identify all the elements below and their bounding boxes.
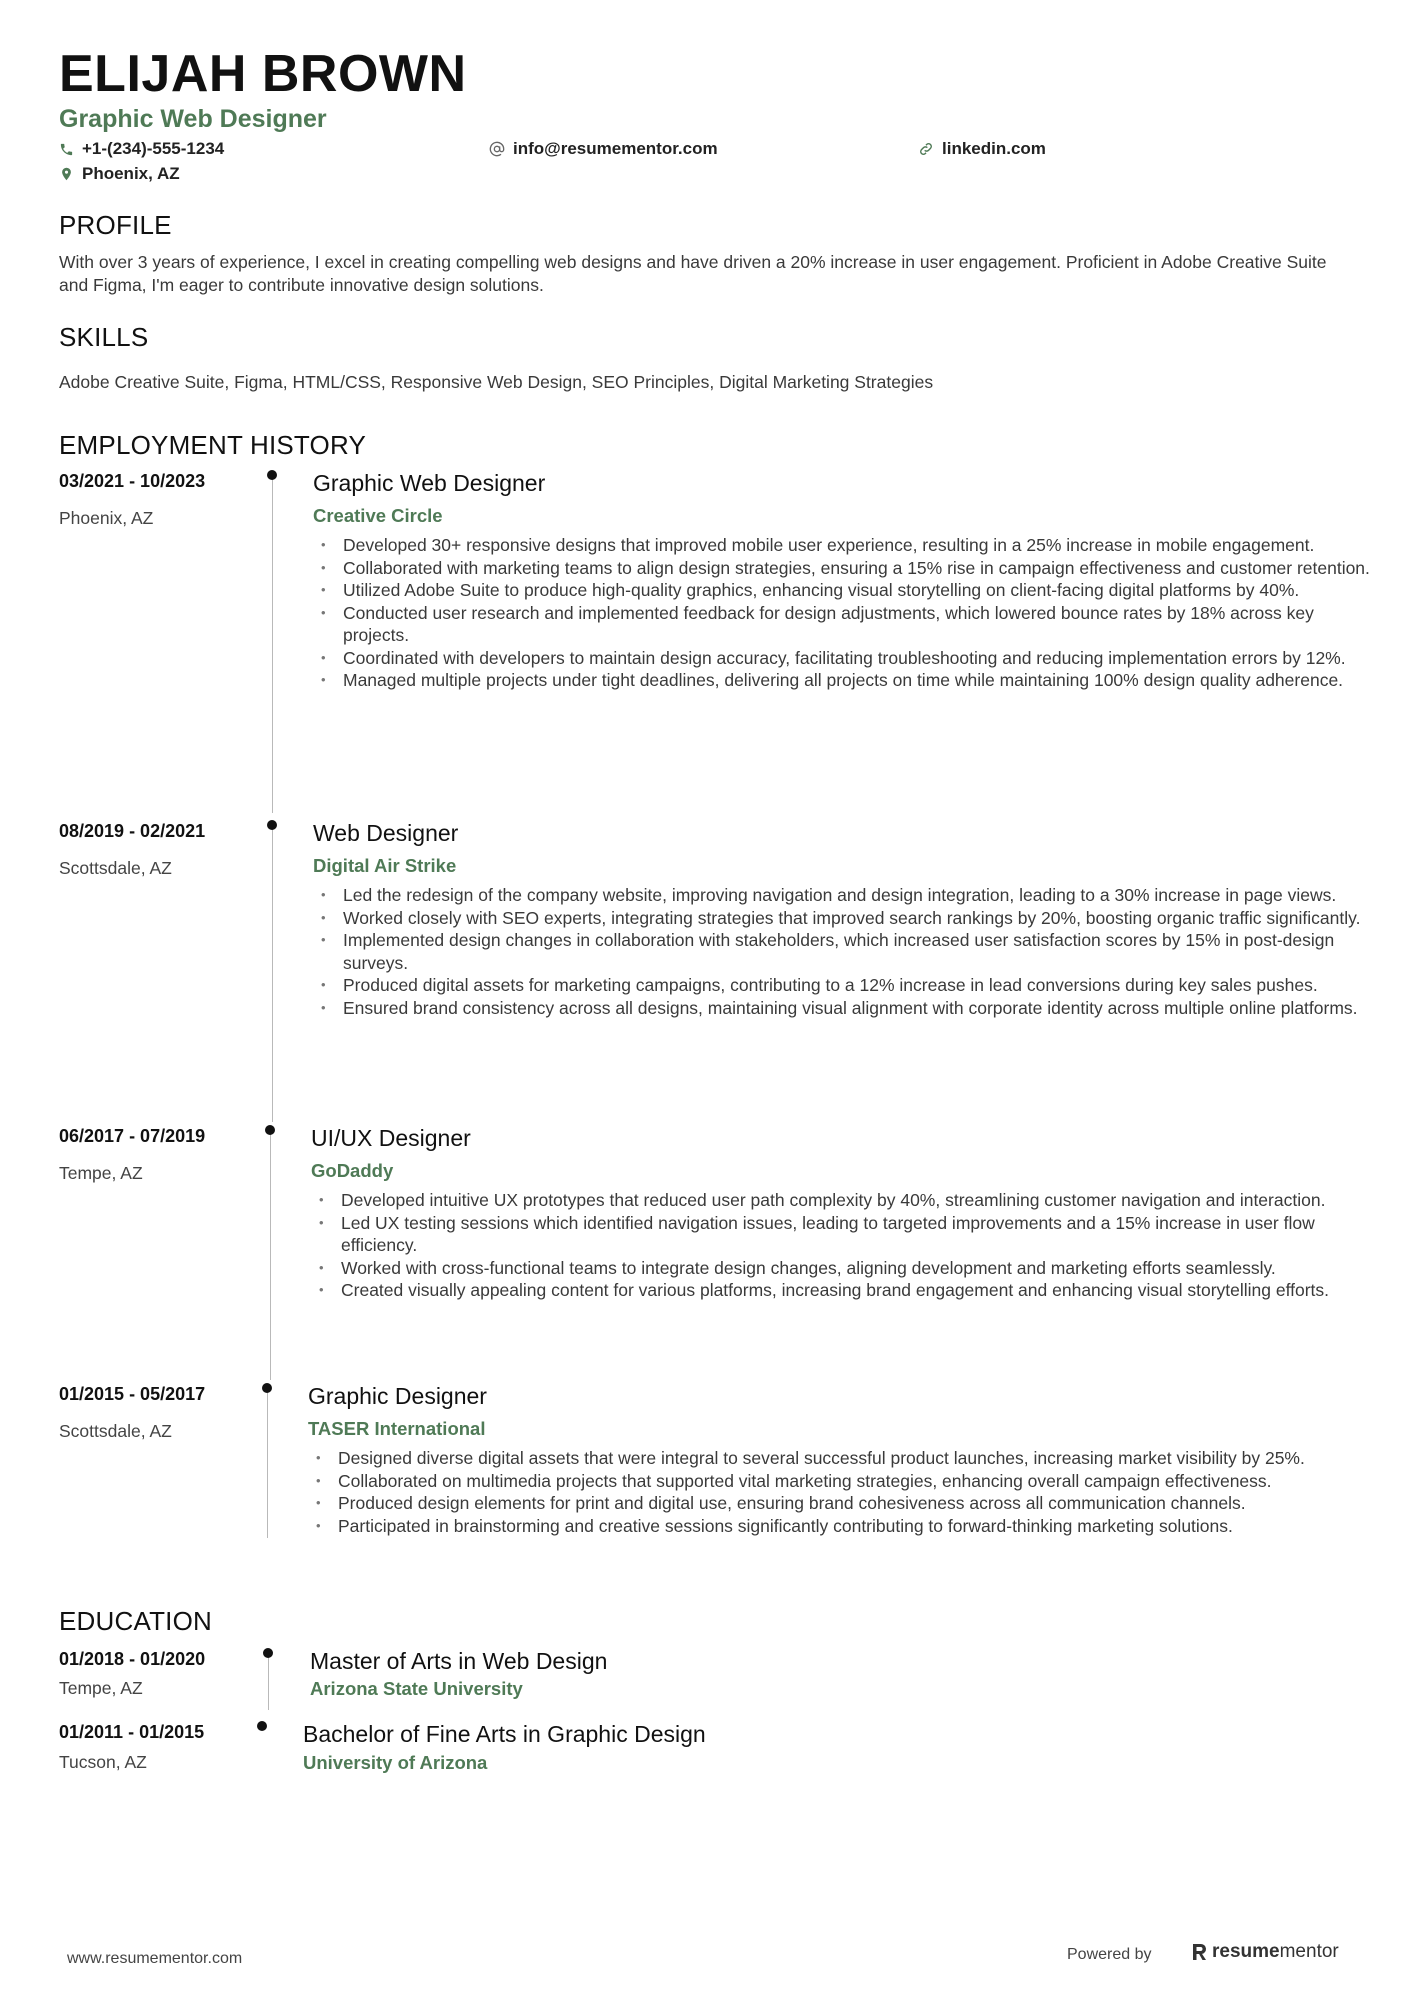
phone-icon (59, 142, 74, 157)
skills-text: Adobe Creative Suite, Figma, HTML/CSS, Responsive Web Design, SEO Principles, Digital Marketing Strategies (59, 372, 934, 392)
job-bullet: • Developed 30+ responsive designs that improved mobile user experience, resulting in a 25% increase in mobile engagement. (315, 534, 1370, 557)
job-company: GoDaddy (311, 1160, 394, 1181)
job-bullet: • Collaborated with marketing teams to align design strategies, ensuring a 15% rise in campaign effectiveness and customer retention. (315, 557, 1370, 580)
job-bullet: • Utilized Adobe Suite to produce high-quality graphics, enhancing visual storytelling on client-facing digital platforms by 40%. (315, 579, 1370, 602)
profile-text: With over 3 years of experience, I excel in creating compelling web designs and have driven a 20% increase in user engagement. Proficient in Adobe Creative Suite and Figma, I'm eager to contribute innovative design solutions. (59, 252, 1327, 295)
job-bullet: • Collaborated on multimedia projects that supported vital marketing strategies, enhancing overall campaign effectiveness. (310, 1470, 1365, 1493)
timeline-line (268, 1654, 269, 1710)
edu-school: University of Arizona (303, 1752, 488, 1773)
job-bullet: • Participated in brainstorming and creative sessions significantly contributing to forward-thinking marketing solutions. (310, 1515, 1365, 1538)
location-pin-icon (59, 166, 74, 182)
edu-dates: 01/2011 - 01/2015 (59, 1722, 205, 1742)
job-bullets (315, 884, 1370, 1019)
edu-school: Arizona State University (310, 1678, 523, 1699)
job-bullet: • Managed multiple projects under tight deadlines, delivering all projects on time while maintaining 100% design quality adherence. (315, 669, 1370, 692)
job-title: Graphic Designer (308, 1383, 487, 1409)
job-title: Web Designer (313, 820, 459, 846)
timeline-line (272, 475, 273, 813)
resumementor-logo-icon (1190, 1942, 1208, 1962)
job-location: Scottsdale, AZ (59, 858, 172, 878)
location-text: Phoenix, AZ (82, 164, 180, 183)
job-bullets (313, 1189, 1368, 1302)
job-bullet: • Ensured brand consistency across all designs, maintaining visual alignment with corporate identity across multiple online platforms. (315, 997, 1370, 1020)
brand-name-light: mentor (1279, 1941, 1339, 1962)
timeline-dot (263, 1648, 273, 1658)
job-bullets (315, 534, 1370, 692)
job-bullet: • Led UX testing sessions which identified navigation issues, leading to targeted improvements and a 15% increase in user flow efficiency. (313, 1212, 1368, 1257)
linkedin-text[interactable]: linkedin.com (942, 139, 1046, 158)
contact-phone (59, 139, 224, 159)
job-company: Digital Air Strike (313, 855, 457, 876)
job-dates: 01/2015 - 05/2017 (59, 1384, 206, 1404)
contact-linkedin[interactable] (918, 139, 1046, 159)
job-bullets (310, 1447, 1365, 1537)
link-icon (918, 141, 934, 157)
job-dates: 06/2017 - 07/2019 (59, 1126, 206, 1146)
job-bullet: • Created visually appealing content for various platforms, increasing brand engagement and enhancing visual storytelling efforts. (313, 1279, 1368, 1302)
job-bullet: • Produced digital assets for marketing campaigns, contributing to a 12% increase in lead conversions during key sales pushes. (315, 974, 1370, 997)
job-title: Graphic Web Designer (313, 470, 546, 496)
job-location: Phoenix, AZ (59, 508, 154, 528)
contact-email[interactable] (489, 139, 718, 159)
contact-location (59, 164, 180, 184)
phone-text: +1-(234)-555-1234 (82, 139, 225, 158)
candidate-role: Graphic Web Designer (59, 105, 327, 133)
timeline-dot (257, 1721, 267, 1731)
at-sign-icon (489, 141, 505, 157)
job-bullet: • Implemented design changes in collaboration with stakeholders, which increased user satisfaction scores by 15% in post-design surveys. (315, 929, 1370, 974)
timeline-dot (267, 820, 277, 830)
job-location: Tempe, AZ (59, 1163, 143, 1183)
job-dates: 03/2021 - 10/2023 (59, 471, 206, 491)
skills-heading: SKILLS (59, 322, 149, 352)
email-text[interactable]: info@resumementor.com (513, 139, 718, 158)
job-dates: 08/2019 - 02/2021 (59, 821, 206, 841)
job-bullet: • Produced design elements for print and digital use, ensuring brand cohesiveness across all communication channels. (310, 1492, 1365, 1515)
edu-location: Tucson, AZ (59, 1752, 147, 1772)
job-bullet: • Coordinated with developers to maintain design accuracy, facilitating troubleshooting and reducing implementation errors by 12%. (315, 647, 1370, 670)
timeline-line (272, 825, 273, 1122)
job-title: UI/UX Designer (311, 1125, 471, 1151)
education-heading: EDUCATION (59, 1606, 212, 1636)
job-bullet: • Worked with cross-functional teams to integrate design changes, aligning development and marketing efforts seamlessly. (313, 1257, 1368, 1280)
brand-logo[interactable] (1190, 1941, 1339, 1963)
job-bullet: • Led the redesign of the company website, improving navigation and design integration, leading to a 30% increase in page views. (315, 884, 1370, 907)
job-bullet: • Developed intuitive UX prototypes that reduced user path complexity by 40%, streamlining customer navigation and interaction. (313, 1189, 1368, 1212)
timeline-line (270, 1130, 271, 1380)
job-bullet: • Worked closely with SEO experts, integrating strategies that improved search rankings by 20%, boosting organic traffic significantly. (315, 907, 1370, 930)
powered-by-text: Powered by (1067, 1946, 1152, 1963)
edu-location: Tempe, AZ (59, 1678, 143, 1698)
edu-dates: 01/2018 - 01/2020 (59, 1649, 206, 1669)
job-company: TASER International (308, 1418, 486, 1439)
job-bullet: • Designed diverse digital assets that were integral to several successful product launches, increasing market visibility by 25%. (310, 1447, 1365, 1470)
job-location: Scottsdale, AZ (59, 1421, 172, 1441)
timeline-dot (262, 1383, 272, 1393)
profile-heading: PROFILE (59, 210, 172, 240)
edu-degree: Bachelor of Fine Arts in Graphic Design (303, 1721, 706, 1747)
timeline-line (267, 1388, 268, 1538)
timeline-dot (265, 1125, 275, 1135)
timeline-dot (267, 470, 277, 480)
footer-url[interactable]: www.resumementor.com (67, 1950, 243, 1967)
brand-name-bold: resume (1212, 1941, 1280, 1962)
edu-degree: Master of Arts in Web Design (310, 1648, 608, 1674)
job-company: Creative Circle (313, 505, 443, 526)
candidate-name: ELIJAH BROWN (59, 45, 467, 103)
job-bullet: • Conducted user research and implemented feedback for design adjustments, which lowered bounce rates by 18% across key projects. (315, 602, 1370, 647)
employment-heading: EMPLOYMENT HISTORY (59, 430, 367, 460)
